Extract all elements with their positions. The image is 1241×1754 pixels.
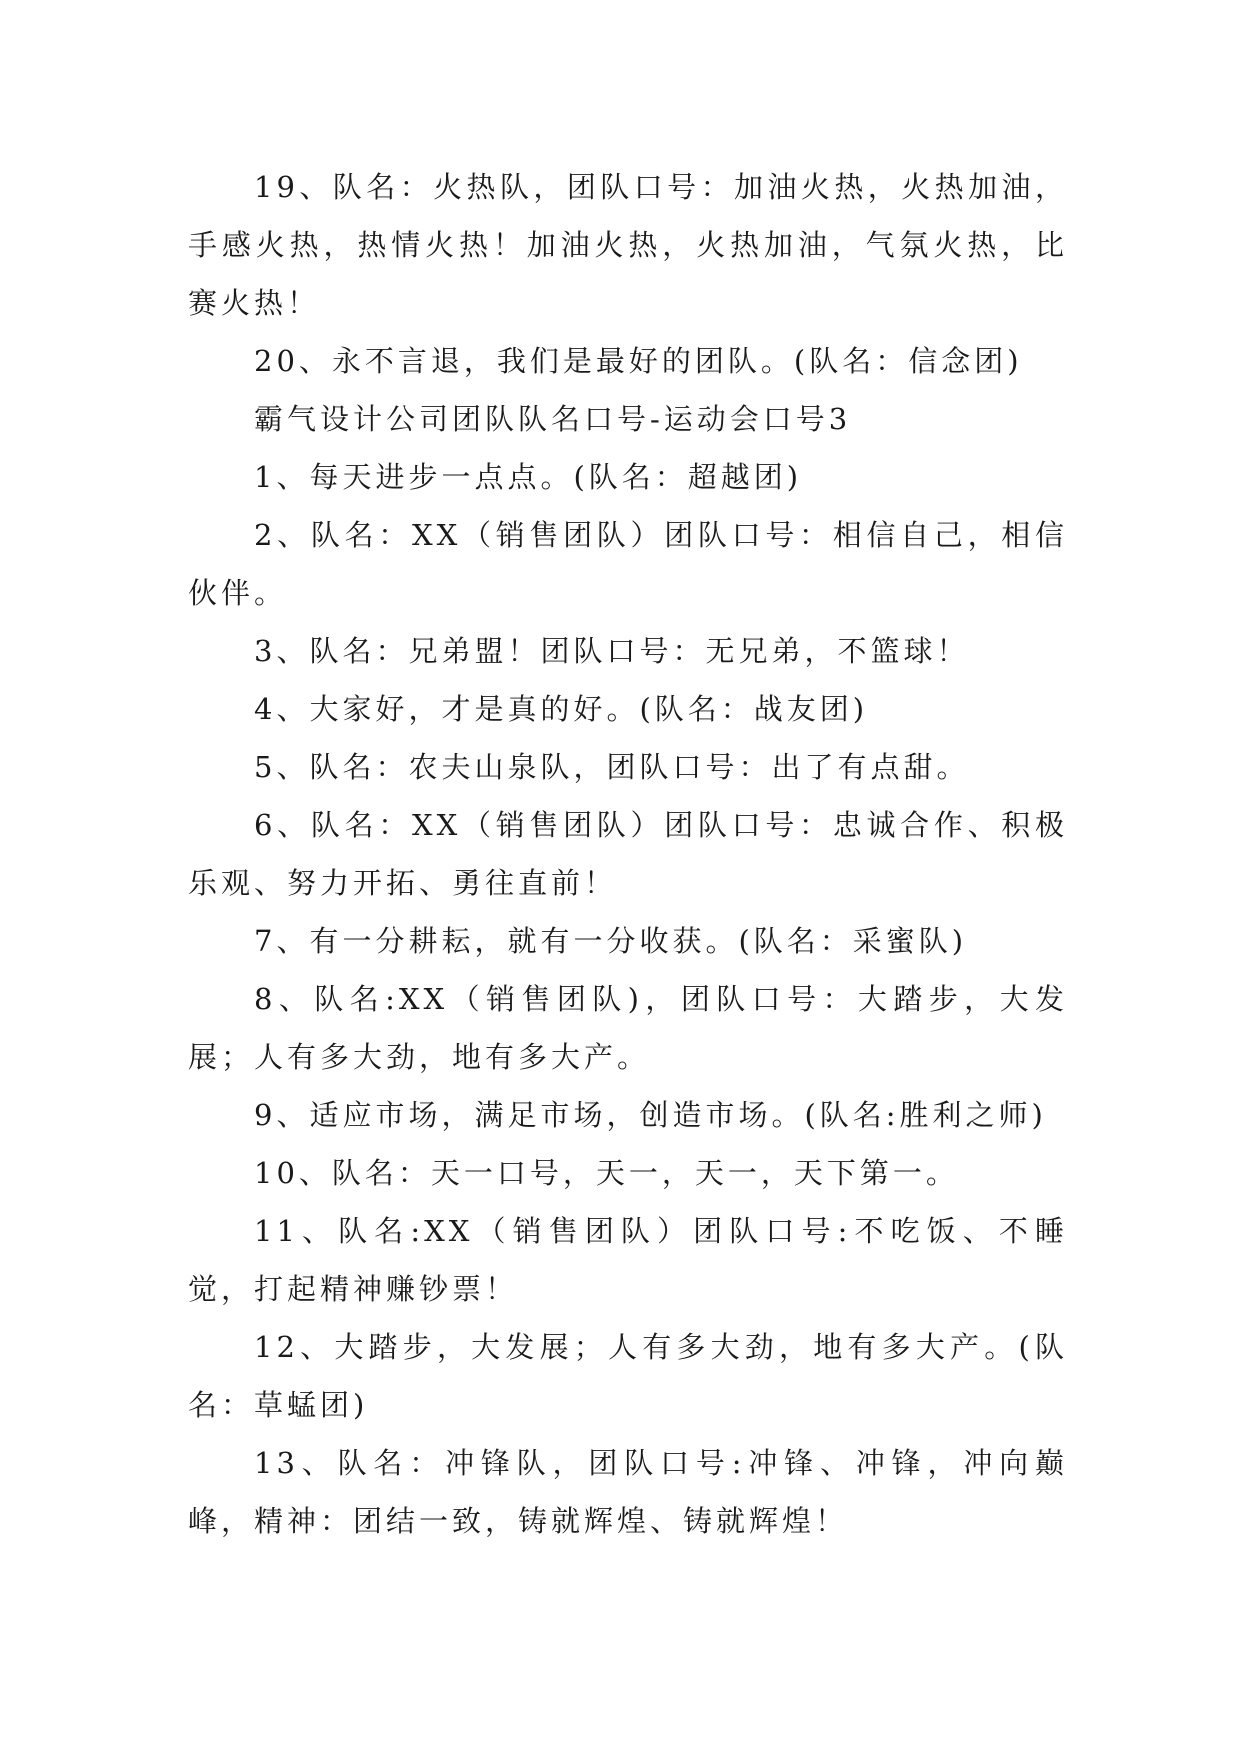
paragraph-11: 11、队名:XX（销售团队）团队口号:不吃饭、不睡觉，打起精神赚钞票！ bbox=[188, 1214, 1068, 1306]
paragraph-9: 9、适应市场，满足市场，创造市场。(队名:胜利之师) bbox=[254, 1098, 1047, 1132]
paragraph-19: 19、队名：火热队，团队口号：加油火热，火热加油，手感火热，热情火热！加油火热，火热加油，气氛火热，比赛火热！ bbox=[188, 170, 1068, 320]
paragraph-6: 6、队名：XX（销售团队）团队口号：忠诚合作、积极乐观、努力开拓、勇往直前！ bbox=[188, 808, 1068, 900]
paragraph-7: 7、有一分耕耘，就有一分收获。(队名：采蜜队) bbox=[254, 924, 968, 958]
paragraph-8: 8、队名:XX（销售团队)，团队口号：大踏步，大发展；人有多大劲，地有多大产。 bbox=[188, 982, 1068, 1074]
paragraph-2: 2、队名：XX（销售团队）团队口号：相信自己，相信伙伴。 bbox=[188, 518, 1068, 610]
paragraph-20: 20、永不言退，我们是最好的团队。(队名：信念团) bbox=[254, 344, 1023, 378]
paragraph-1: 1、每天进步一点点。(队名：超越团) bbox=[254, 460, 803, 494]
paragraph-10: 10、队名：天一口号，天一，天一，天下第一。 bbox=[254, 1156, 959, 1190]
paragraph-12: 12、大踏步，大发展；人有多大劲，地有多大产。(队名：草蜢团) bbox=[188, 1330, 1068, 1422]
section-heading: 霸气设计公司团队队名口号-运动会口号3 bbox=[254, 402, 852, 436]
paragraph-4: 4、大家好，才是真的好。(队名：战友团) bbox=[254, 692, 869, 726]
paragraph-5: 5、队名：农夫山泉队，团队口号：出了有点甜。 bbox=[254, 750, 970, 784]
paragraph-3: 3、队名：兄弟盟！团队口号：无兄弟，不篮球！ bbox=[254, 634, 970, 668]
document-body bbox=[188, 158, 1068, 1550]
paragraph-13: 13、队名：冲锋队，团队口号:冲锋、冲锋，冲向巅峰，精神：团结一致，铸就辉煌、铸就辉煌！ bbox=[188, 1446, 1068, 1538]
